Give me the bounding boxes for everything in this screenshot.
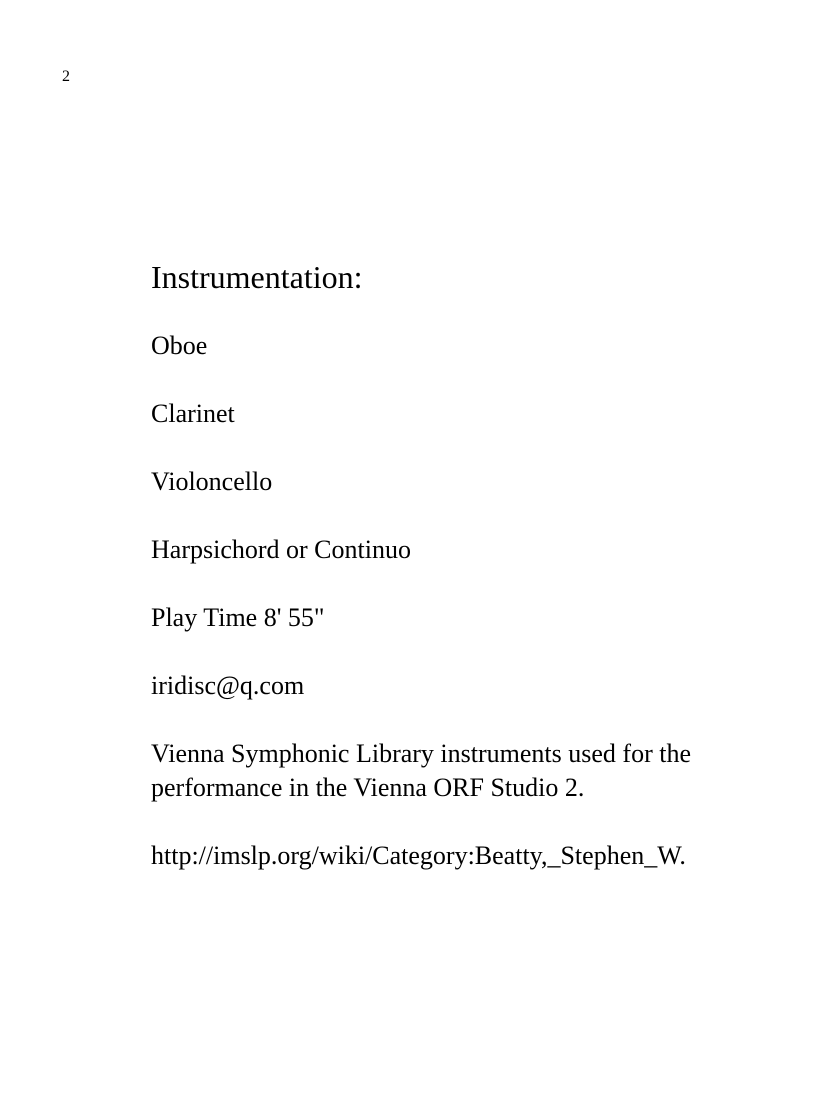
performance-note-line-2: performance in the Vienna ORF Studio 2.: [151, 773, 585, 802]
page-number: 2: [62, 68, 70, 85]
performance-note-line-1: Vienna Symphonic Library instruments used for the: [151, 739, 691, 768]
play-time: Play Time 8' 55": [151, 603, 325, 632]
contact-email: iridisc@q.com: [151, 671, 305, 700]
instrument-item-oboe: Oboe: [151, 331, 208, 360]
performance-note: [151, 737, 801, 805]
imslp-url: http://imslp.org/wiki/Category:Beatty,_Stephen_W.: [151, 841, 686, 870]
instrumentation-section: [151, 258, 801, 907]
instrument-item-harpsichord: Harpsichord or Continuo: [151, 535, 411, 564]
instrument-item-clarinet: Clarinet: [151, 399, 235, 428]
instrumentation-heading: Instrumentation:: [151, 259, 363, 295]
instrument-item-violoncello: Violoncello: [151, 467, 273, 496]
